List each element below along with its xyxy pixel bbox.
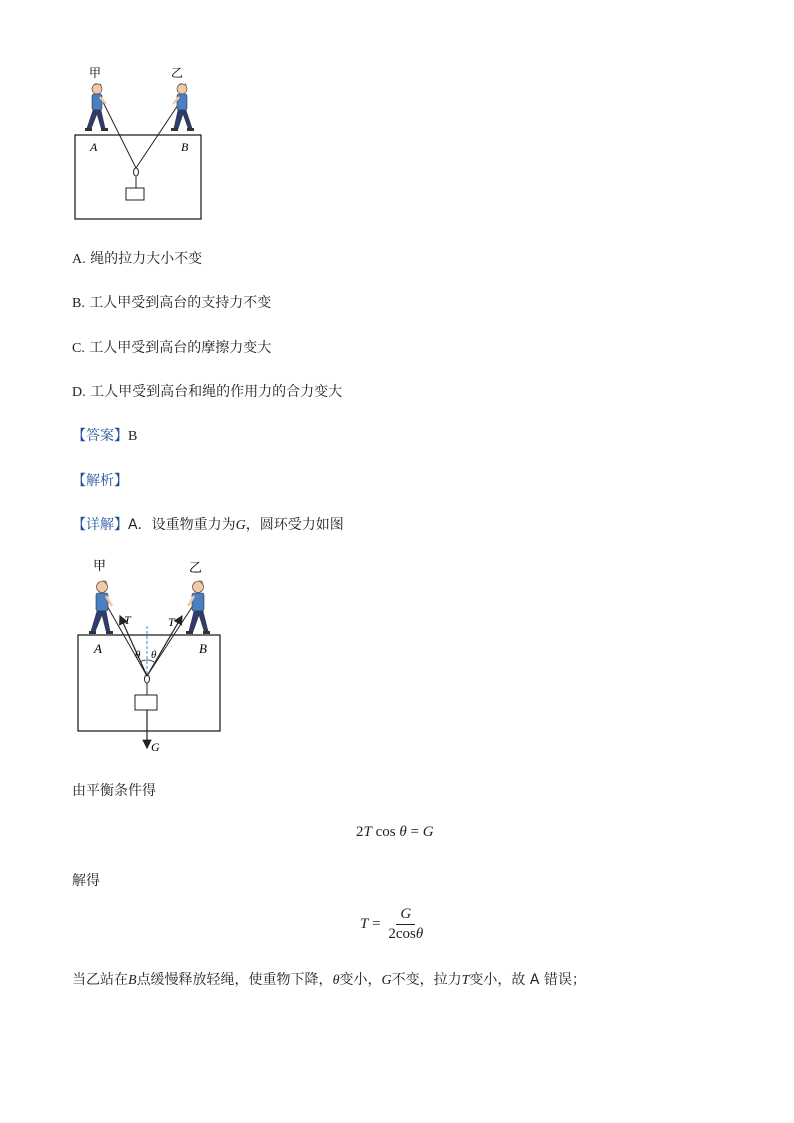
eq1-theta: θ [399,824,407,840]
conclusion-t: T [461,973,470,988]
analysis-tag: 【解析】 [72,473,128,489]
conclusion-theta: θ [332,973,340,988]
conclusion-p4: 不变，拉力 [391,972,462,988]
conclusion-p2: 点缓慢释放轻绳，使重物下降， [136,972,333,988]
label-theta-left: θ [135,649,141,661]
label-g: G [151,740,160,754]
label-yi: 乙 [189,560,203,575]
equation-2 [360,906,427,943]
label-theta-right: θ [151,649,157,661]
option-b-text: 工人甲受到高台的支持力不变 [89,295,272,311]
label-yi: 乙 [171,66,184,80]
equilibrium-text: 由平衡条件得 [72,783,156,799]
detail-text-before: A．设重物重力为 [128,517,236,533]
conclusion-g: G [381,973,392,988]
detail-line [72,514,344,534]
label-a: A [90,140,98,154]
equation-1 [356,824,434,841]
label-b: B [181,140,189,154]
conclusion-line [72,969,586,989]
detail-text-after: ，圆环受力如图 [245,517,344,533]
eq1-t: T [363,824,372,840]
worker-yi [186,580,210,634]
conclusion-p1: 当乙站在 [72,972,128,988]
option-d-letter: D. [72,385,86,400]
eq2-denominator [384,925,427,943]
option-a-text: 绳的拉力大小不变 [90,251,203,267]
conclusion-b: B [128,973,137,988]
option-a [72,248,202,268]
eq2-den-cos: cos [395,926,416,942]
conclusion-p5: 变小，故 A 错误； [469,972,586,988]
label-jia: 甲 [89,66,102,80]
tension-arrow-right [147,616,182,676]
option-d-text: 工人甲受到高台和绳的作用力的合力变大 [90,384,343,400]
answer-tag: 【答案】 [72,428,128,444]
option-c-text: 工人甲受到高台的摩擦力变大 [89,340,272,356]
option-b-letter: B. [72,296,85,311]
worker-yi [171,83,194,131]
eq2-eq: = [368,916,385,932]
answer-line [72,425,137,445]
label-a: A [94,641,102,656]
weight-block [135,695,157,710]
label-jia: 甲 [93,558,107,573]
angle-arc-left [140,660,147,662]
ring [134,168,139,176]
weight-block [126,188,144,200]
eq1-cos: cos [375,824,396,840]
eq2-t: T [360,916,369,932]
solve-text: 解得 [72,873,100,889]
eq1-eq: = [406,824,423,840]
worker-jia [85,83,108,131]
eq2-den-coef: 2 [388,926,396,942]
eq2-den-theta: θ [415,926,424,942]
eq1-g: G [422,824,434,840]
analysis-line [72,470,128,490]
label-b: B [199,641,207,656]
eq2-fraction [384,906,427,943]
detail-var-g: G [235,518,246,533]
option-c-letter: C. [72,341,85,356]
label-t-right: T [168,615,175,629]
option-b [72,292,271,312]
option-a-letter: A. [72,252,86,267]
option-d [72,381,342,401]
figure-1 [70,62,210,224]
eq1-coef: 2 [356,824,364,840]
detail-tag: 【详解】 [72,517,128,533]
answer-value: B [128,429,138,444]
option-c [72,337,271,357]
label-t-left: T [124,613,131,627]
conclusion-p3: 变小， [339,972,382,988]
eq2-numerator: G [396,906,415,925]
ring [145,675,150,683]
figure-2 [72,552,228,754]
worker-jia [89,580,113,634]
